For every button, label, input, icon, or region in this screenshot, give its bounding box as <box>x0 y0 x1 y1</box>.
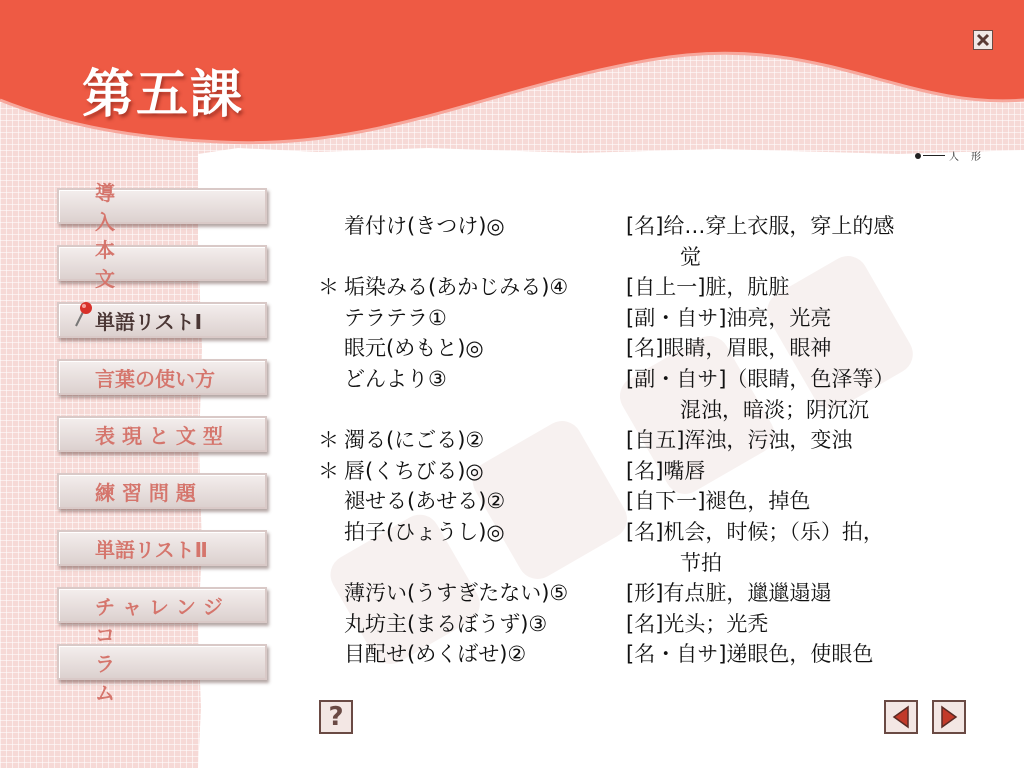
bullet-icon <box>915 153 921 159</box>
definition-line: [自下一]褪色，掉色 <box>626 489 811 514</box>
vocab-mark <box>318 578 344 609</box>
vocab-term: 褪せる(あせる)② <box>344 489 506 514</box>
vocab-term: 垢染みる(あかじみる)④ <box>344 275 569 300</box>
dash-line <box>923 155 945 156</box>
vocab-mark <box>318 364 344 425</box>
vocab-definition <box>626 456 978 487</box>
vocab-row <box>318 211 978 272</box>
vocab-row <box>318 333 978 364</box>
vocab-mark: ＊ <box>318 458 339 483</box>
vocab-definition <box>626 364 978 425</box>
author-name: 人 形 <box>949 152 982 163</box>
vocab-term: 拍子(ひょうし)◎ <box>344 519 505 544</box>
definition-line: [名]机会，时候；（乐）拍， <box>626 519 884 544</box>
prev-arrow-icon <box>889 705 913 729</box>
vocab-row <box>318 272 978 303</box>
close-icon <box>976 33 990 47</box>
definition-line: [名・自サ]递眼色，使眼色 <box>626 642 874 667</box>
definition-continuation: 觉 <box>680 244 701 269</box>
vocab-row <box>318 517 978 578</box>
nav-label: 単語リストⅠ <box>95 309 203 334</box>
nav-item-vocab-list-1[interactable] <box>57 302 267 338</box>
nav-label: ラ <box>95 651 115 676</box>
vocab-mark: ＊ <box>318 428 339 453</box>
vocab-term: 眼元(めもと)◎ <box>344 336 484 361</box>
nav-label: 文 <box>95 267 115 291</box>
nav-item-column[interactable] <box>57 622 267 705</box>
nav-item-exercises[interactable] <box>57 473 267 509</box>
help-icon: ? <box>328 702 344 732</box>
definition-line: [自上一]脏，肮脏 <box>626 275 790 300</box>
definition-line: [形]有点脏，邋邋遢遢 <box>626 581 832 606</box>
vocab-mark <box>318 211 344 272</box>
pushpin-icon <box>73 300 95 328</box>
nav-label: 本 <box>95 238 115 262</box>
definition-continuation: 混浊，暗淡；阴沉沉 <box>680 397 869 422</box>
vocab-term: 濁る(にごる)② <box>344 428 485 453</box>
nav-label: コ <box>95 622 115 647</box>
nav-item-word-usage[interactable] <box>57 359 267 395</box>
nav-label: 入 <box>95 210 115 234</box>
nav-item-vocab-list-2[interactable] <box>57 530 267 566</box>
nav-label: 表 現 と 文 型 <box>95 423 223 448</box>
definition-line: [名]嘴唇 <box>626 458 706 483</box>
vocab-mark <box>318 639 344 670</box>
vocab-row <box>318 639 978 670</box>
help-button[interactable] <box>319 700 353 734</box>
vocab-definition <box>626 639 978 670</box>
vocab-definition <box>626 425 978 456</box>
sidebar-nav <box>57 181 269 705</box>
nav-item-main-text[interactable] <box>57 238 267 291</box>
nav-label: 導 <box>95 181 115 205</box>
vocab-row <box>318 364 978 425</box>
vocab-mark <box>318 486 344 517</box>
vocab-term: どんより③ <box>344 366 447 391</box>
nav-label: ム <box>95 680 115 705</box>
vocab-term: 着付け(きつけ)◎ <box>344 214 505 238</box>
vocab-definition <box>626 303 978 334</box>
vocab-row <box>318 303 978 334</box>
vocab-definition <box>626 609 978 640</box>
vocab-term: 丸坊主(まるぼうず)③ <box>344 611 548 636</box>
vocab-term: テラテラ① <box>344 305 447 330</box>
vocab-term: 唇(くちびる)◎ <box>344 458 484 483</box>
vocab-row <box>318 425 978 456</box>
vocab-mark <box>318 303 344 334</box>
definition-line: [名]光头；光秃 <box>626 611 769 636</box>
vocab-row <box>318 486 978 517</box>
vocab-row <box>318 456 978 487</box>
vocab-definition <box>626 272 978 303</box>
nav-label: 言葉の使い方 <box>95 366 215 391</box>
vocab-definition <box>626 578 978 609</box>
vocab-definition <box>626 486 978 517</box>
vocab-mark <box>318 609 344 640</box>
nav-label: チ ャ レ ン ジ <box>95 594 223 619</box>
vocab-term: 目配せ(めくばせ)② <box>344 642 527 667</box>
definition-continuation: 节拍 <box>680 550 722 575</box>
definition-line: [名]给…穿上衣服，穿上的感 <box>626 214 895 238</box>
vocab-term: 薄汚い(うすぎたない)⑤ <box>344 581 569 606</box>
definition-line: [副・自サ]油亮，光亮 <box>626 305 832 330</box>
vocab-row <box>318 578 978 609</box>
page-title: 第五課 <box>82 65 245 125</box>
next-arrow-icon <box>937 705 961 729</box>
nav-label: 単語リストⅡ <box>95 537 208 562</box>
vocab-list <box>318 211 978 670</box>
vocab-mark <box>318 333 344 364</box>
vocab-definition <box>626 211 978 272</box>
nav-item-expressions[interactable] <box>57 416 267 452</box>
definition-line: [自五]浑浊，污浊，变浊 <box>626 428 853 453</box>
vocab-mark <box>318 517 344 578</box>
prev-page-button[interactable] <box>884 700 918 734</box>
definition-line: [名]眼睛，眉眼，眼神 <box>626 336 832 361</box>
nav-label: 練 習 問 題 <box>95 480 196 505</box>
author-tag <box>915 148 982 163</box>
vocab-definition <box>626 517 978 578</box>
vocab-definition <box>626 333 978 364</box>
vocab-row <box>318 609 978 640</box>
close-button[interactable] <box>973 30 993 50</box>
definition-line: [副・自サ]（眼睛，色泽等） <box>626 366 895 391</box>
vocab-mark: ＊ <box>318 275 339 300</box>
nav-item-intro[interactable] <box>57 181 267 234</box>
next-page-button[interactable] <box>932 700 966 734</box>
